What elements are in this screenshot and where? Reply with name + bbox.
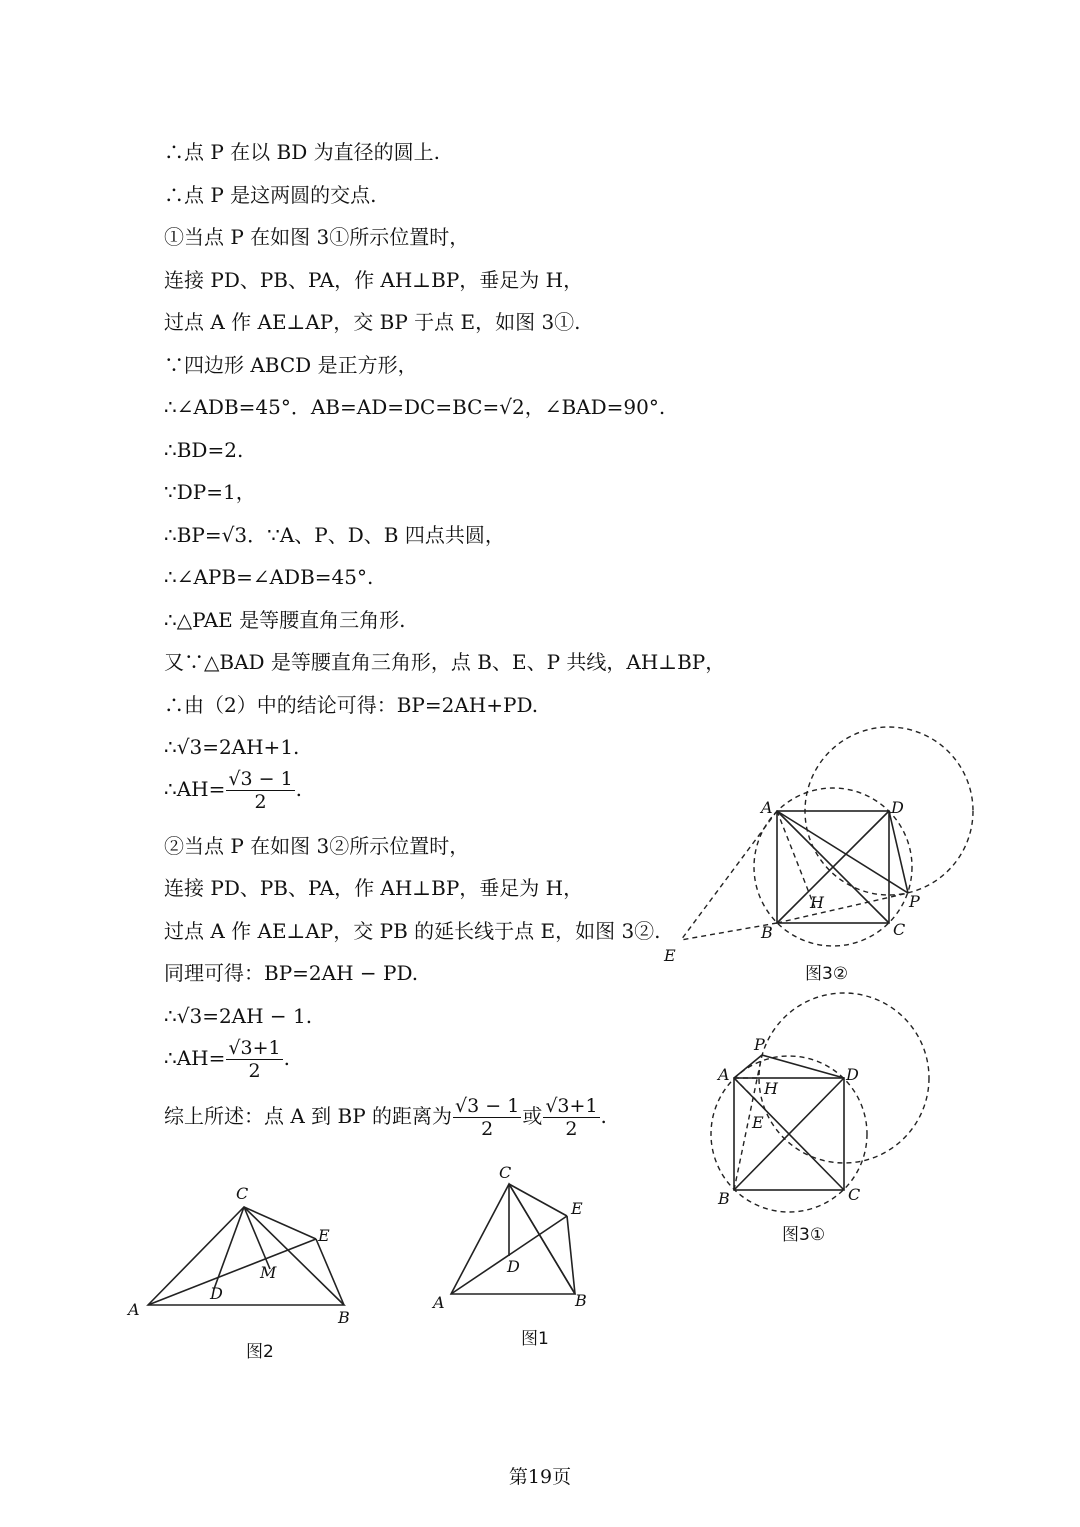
line-20: ∴√3=2AH − 1. bbox=[164, 1004, 313, 1028]
fig3-1-label-a: A bbox=[718, 1065, 730, 1084]
figure-2 bbox=[120, 1175, 370, 1362]
summary-suffix: . bbox=[600, 1104, 607, 1128]
ah2-numerator: √3+1 bbox=[228, 1037, 281, 1059]
page-number: 第19页 bbox=[508, 1466, 572, 1488]
fig2-caption: 图2 bbox=[246, 1342, 274, 1362]
line-9: ∵DP=1， bbox=[164, 480, 256, 504]
line-19: 同理可得：BP=2AH − PD. bbox=[164, 961, 419, 985]
summary-fraction-1 bbox=[453, 1095, 521, 1140]
ah2-prefix: ∴AH= bbox=[164, 1046, 226, 1070]
summary-fraction-2 bbox=[543, 1095, 599, 1140]
line-17: 连接 PD、PB、PA，作 AH⊥BP，垂足为 H， bbox=[164, 876, 584, 900]
line-10: ∴BP=√3．∵A、P、D、B 四点共圆， bbox=[164, 523, 505, 547]
fig3-1-label-h: H bbox=[764, 1079, 778, 1098]
fig3-1-label-d: D bbox=[846, 1065, 859, 1084]
summary-mid: 或 bbox=[522, 1104, 543, 1128]
ah-equation-2 bbox=[164, 1037, 290, 1082]
fig1-label-a: A bbox=[433, 1293, 445, 1312]
line-4: 连接 PD、PB、PA，作 AH⊥BP，垂足为 H， bbox=[164, 268, 584, 292]
figure-1 bbox=[425, 1158, 605, 1349]
line-12: ∴△PAE 是等腰直角三角形. bbox=[164, 608, 406, 632]
line-1: ∴点 P 在以 BD 为直径的圆上. bbox=[164, 140, 440, 164]
line-15: ∴√3=2AH+1. bbox=[164, 735, 300, 759]
line-16: ②当点 P 在如图 3②所示位置时， bbox=[164, 834, 470, 858]
fig2-label-c: C bbox=[236, 1184, 249, 1203]
ah1-denominator: 2 bbox=[254, 791, 267, 813]
fig1-label-c: C bbox=[499, 1163, 512, 1182]
fig1-label-b: B bbox=[575, 1291, 587, 1310]
summary-f1-den: 2 bbox=[481, 1118, 494, 1140]
line-6: ∵四边形 ABCD 是正方形， bbox=[164, 353, 418, 377]
summary-f2-num: √3+1 bbox=[545, 1095, 598, 1117]
fig3-1-label-c: C bbox=[848, 1185, 861, 1204]
line-13: 又∵△BAD 是等腰直角三角形，点 B、E、P 共线，AH⊥BP， bbox=[164, 650, 726, 674]
figure-3-2 bbox=[655, 725, 985, 995]
fig3-2-label-d: D bbox=[891, 798, 904, 817]
summary-f2-den: 2 bbox=[565, 1118, 578, 1140]
fig2-label-a: A bbox=[128, 1300, 140, 1319]
fig3-2-label-e: E bbox=[664, 946, 676, 965]
line-5: 过点 A 作 AE⊥AP，交 BP 于点 E，如图 3①. bbox=[164, 310, 581, 334]
line-8: ∴BD=2. bbox=[164, 438, 244, 462]
fig2-label-e: E bbox=[318, 1226, 330, 1245]
fig1-caption: 图1 bbox=[521, 1329, 549, 1349]
fig3-1-label-p: P bbox=[754, 1035, 765, 1054]
fig3-2-label-c: C bbox=[893, 920, 906, 939]
fig3-1-label-b: B bbox=[718, 1189, 730, 1208]
ah1-prefix: ∴AH= bbox=[164, 777, 226, 801]
line-11: ∴∠APB=∠ADB=45°. bbox=[164, 565, 374, 589]
ah1-fraction bbox=[226, 768, 294, 813]
line-18: 过点 A 作 AE⊥AP，交 PB 的延长线于点 E，如图 3②. bbox=[164, 919, 661, 943]
ah1-numerator: √3 − 1 bbox=[228, 768, 293, 790]
line-14: ∴由（2）中的结论可得：BP=2AH+PD. bbox=[164, 693, 539, 717]
fig3-2-label-a: A bbox=[761, 798, 773, 817]
fig2-label-m: M bbox=[260, 1263, 277, 1282]
ah2-denominator: 2 bbox=[248, 1060, 261, 1082]
fig2-label-b: B bbox=[338, 1308, 350, 1327]
fig3-2-caption: 图3② bbox=[805, 964, 849, 984]
ah2-suffix: . bbox=[283, 1046, 290, 1070]
figure-3-1 bbox=[700, 990, 940, 1245]
fig3-1-caption: 图3① bbox=[782, 1225, 826, 1245]
line-3: ①当点 P 在如图 3①所示位置时， bbox=[164, 225, 470, 249]
fig1-label-e: E bbox=[571, 1199, 583, 1218]
ah2-fraction bbox=[226, 1037, 282, 1082]
fig2-label-d: D bbox=[210, 1284, 223, 1303]
summary-f1-num: √3 − 1 bbox=[455, 1095, 520, 1117]
summary-prefix: 综上所述：点 A 到 BP 的距离为 bbox=[164, 1104, 453, 1128]
line-7: ∴∠ADB=45°．AB=AD=DC=BC=√2，∠BAD=90°. bbox=[164, 395, 666, 419]
fig1-label-d: D bbox=[507, 1257, 520, 1276]
fig3-1-label-e: E bbox=[752, 1113, 764, 1132]
line-2: ∴点 P 是这两圆的交点. bbox=[164, 183, 377, 207]
summary-line bbox=[164, 1095, 607, 1140]
fig3-2-label-b: B bbox=[761, 923, 773, 942]
fig3-2-label-h: H bbox=[810, 893, 824, 912]
fig3-2-label-p: P bbox=[909, 892, 920, 911]
ah-equation-1 bbox=[164, 768, 302, 813]
ah1-suffix: . bbox=[295, 777, 303, 801]
